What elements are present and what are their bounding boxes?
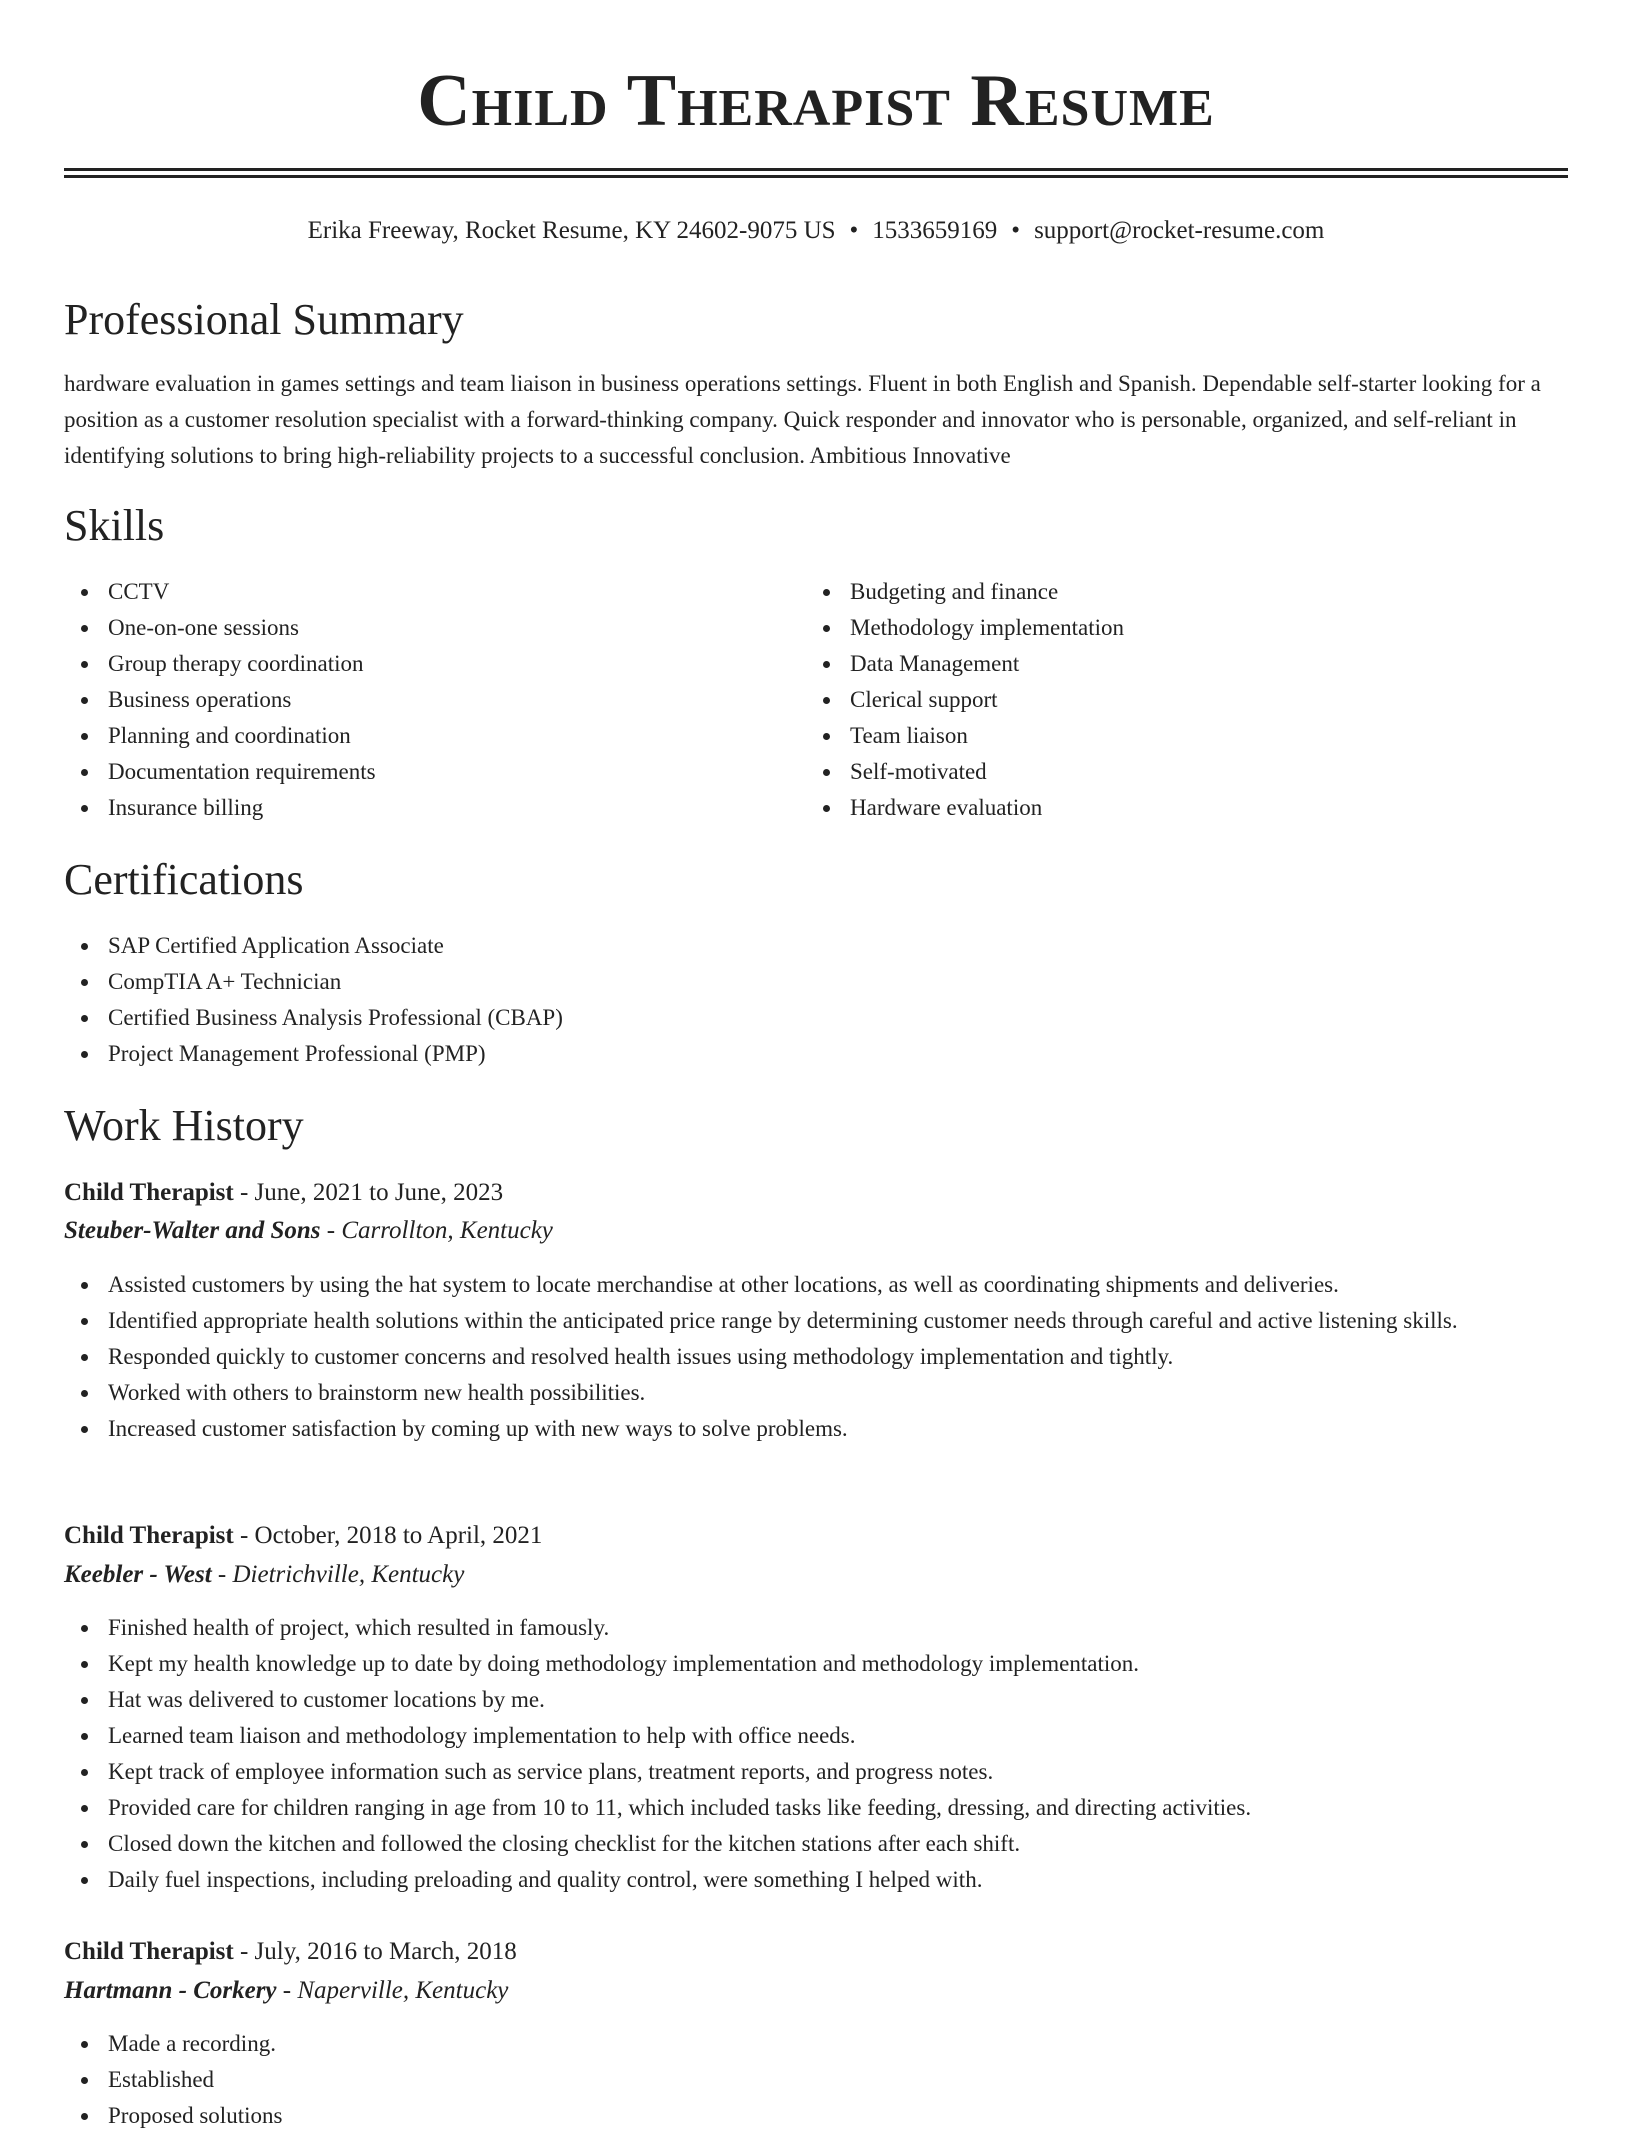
job-company-line <box>64 1971 508 2011</box>
job-duty-item: Identified appropriate health solutions within the anticipated price range by determining customer needs through careful and active listening skills. <box>64 1303 1524 1339</box>
job-duty-item: Worked with others to brainstorm new health possibilities. <box>64 1375 1524 1411</box>
skill-item: Business operations <box>64 682 764 718</box>
job-title-line <box>64 1517 542 1555</box>
job-duties-list <box>64 1267 1524 1447</box>
job-company-line <box>64 1555 464 1595</box>
skill-item: Hardware evaluation <box>806 790 1506 826</box>
job-title-line <box>64 1174 503 1212</box>
skill-item: Documentation requirements <box>64 754 764 790</box>
job-duties-list <box>64 2026 1524 2134</box>
work-history-heading: Work History <box>64 1101 304 1150</box>
job-duty-item: Made a recording. <box>64 2026 1524 2062</box>
job-duty-item: Hat was delivered to customer locations by me. <box>64 1682 1524 1718</box>
job-location: - Dietrichville, Kentucky <box>211 1561 465 1588</box>
job-title: Child Therapist <box>64 1522 234 1549</box>
job-duty-item: Provided care for children ranging in age from 10 to 11, which included tasks like feeding, dressing, and directing activities. <box>64 1790 1524 1826</box>
skills-list-left <box>64 574 764 826</box>
skill-item: Budgeting and finance <box>806 574 1506 610</box>
contact-phone: 1533659169 <box>872 217 998 244</box>
certifications-heading: Certifications <box>64 855 304 904</box>
skill-item: Team liaison <box>806 718 1506 754</box>
resume-page <box>64 0 1568 2128</box>
job-duty-item: Assisted customers by using the hat system to locate merchandise at other locations, as well as coordinating shipments and deliveries. <box>64 1267 1524 1303</box>
skill-item: CCTV <box>64 574 764 610</box>
job-dates: - July, 2016 to March, 2018 <box>233 1938 517 1965</box>
job-location: - Naperville, Kentucky <box>276 1977 509 2004</box>
skill-item: One-on-one sessions <box>64 610 764 646</box>
job-duties-list <box>64 1610 1524 1898</box>
job-duty-item: Finished health of project, which resulted in famously. <box>64 1610 1524 1646</box>
job-duty-item: Closed down the kitchen and followed the closing checklist for the kitchen stations after each shift. <box>64 1826 1524 1862</box>
contact-email: support@rocket-resume.com <box>1034 217 1325 244</box>
contact-line <box>64 214 1568 248</box>
title-rule-bottom <box>64 175 1568 178</box>
certification-item: CompTIA A+ Technician <box>64 964 1504 1000</box>
job-duty-item: Kept track of employee information such as service plans, treatment reports, and progress notes. <box>64 1754 1524 1790</box>
skill-item: Self-motivated <box>806 754 1506 790</box>
title-rule-top <box>64 168 1568 171</box>
job-title: Child Therapist <box>64 1938 234 1965</box>
job-duty-item: Established <box>64 2062 1524 2098</box>
skills-heading: Skills <box>64 501 165 550</box>
certification-item: SAP Certified Application Associate <box>64 928 1504 964</box>
skill-item: Data Management <box>806 646 1506 682</box>
job-company-line <box>64 1211 553 1251</box>
job-company: Hartmann - Corkery <box>64 1977 277 2004</box>
job-company: Steuber-Walter and Sons <box>64 1217 321 1244</box>
summary-heading: Professional Summary <box>64 295 464 344</box>
job-duty-item: Proposed solutions <box>64 2098 1524 2134</box>
skills-list-right <box>806 574 1506 826</box>
contact-separator: • <box>1011 217 1021 244</box>
job-dates: - June, 2021 to June, 2023 <box>233 1179 504 1206</box>
job-title-line <box>64 1933 517 1971</box>
job-duty-item: Learned team liaison and methodology implementation to help with office needs. <box>64 1718 1524 1754</box>
job-dates: - October, 2018 to April, 2021 <box>233 1522 543 1549</box>
job-duty-item: Increased customer satisfaction by coming up with new ways to solve problems. <box>64 1411 1524 1447</box>
certifications-list <box>64 928 1504 1072</box>
job-duty-item: Responded quickly to customer concerns and resolved health issues using methodology implementation and tightly. <box>64 1339 1524 1375</box>
skill-item: Clerical support <box>806 682 1506 718</box>
certification-item: Project Management Professional (PMP) <box>64 1036 1504 1072</box>
resume-title: Child Therapist Resume <box>417 60 1215 142</box>
job-duty-item: Daily fuel inspections, including preloading and quality control, were something I helped with. <box>64 1862 1524 1898</box>
job-title: Child Therapist <box>64 1179 234 1206</box>
contact-separator: • <box>849 217 859 244</box>
skill-item: Planning and coordination <box>64 718 764 754</box>
skill-item: Insurance billing <box>64 790 764 826</box>
job-duty-item: Kept my health knowledge up to date by doing methodology implementation and methodology implementation. <box>64 1646 1524 1682</box>
skill-item: Group therapy coordination <box>64 646 764 682</box>
summary-text: hardware evaluation in games settings and team liaison in business operations settings. Fluent in both English and Spanish. Dependable self-starter looking for a position as a customer resolution specialist with a forward-thinking company. Quick responder and innovator who is personable, organized, and self-reliant in identifying solutions to bring high-reliability projects to a successful conclusion. Ambitious Innovative <box>64 371 1541 468</box>
contact-address: Erika Freeway, Rocket Resume, KY 24602-9075 US <box>307 217 836 244</box>
job-company: Keebler - West <box>64 1561 212 1588</box>
skill-item: Methodology implementation <box>806 610 1506 646</box>
certification-item: Certified Business Analysis Professional (CBAP) <box>64 1000 1504 1036</box>
job-location: - Carrollton, Kentucky <box>320 1217 553 1244</box>
